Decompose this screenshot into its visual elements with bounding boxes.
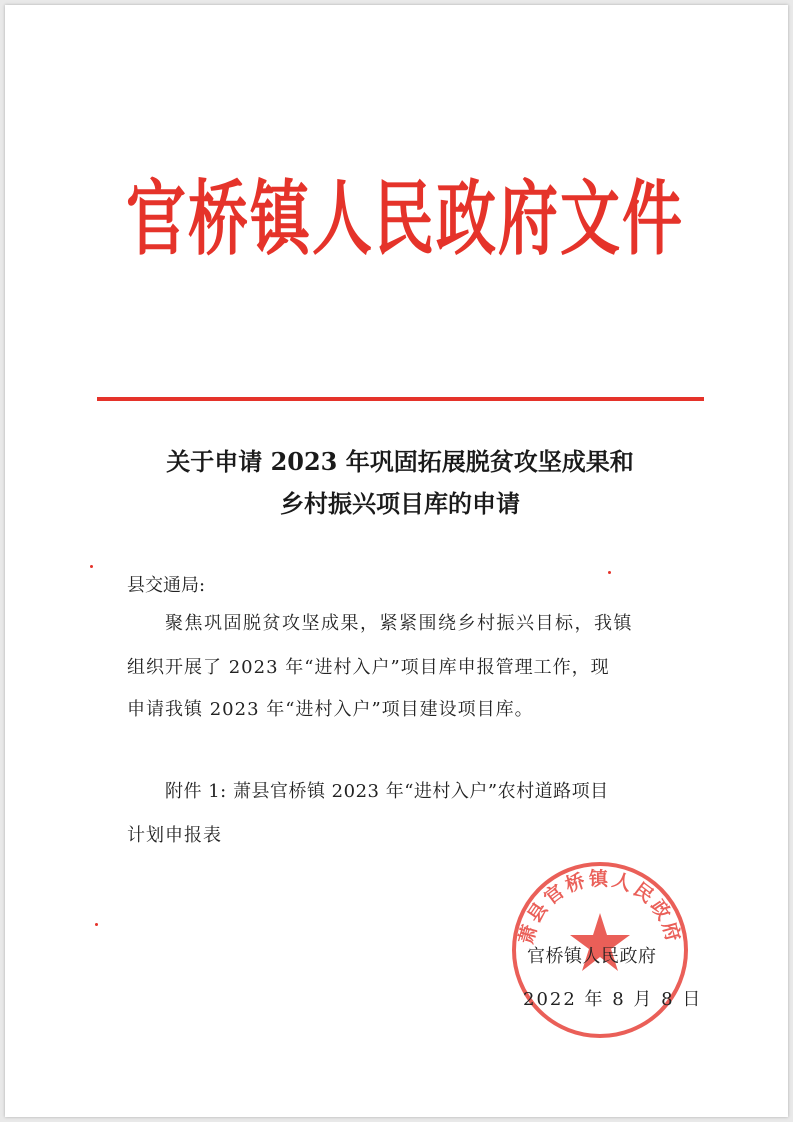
- document-title: [100, 441, 700, 525]
- paragraph-line-3: 申请我镇 2023 年“进村入户”项目建设项目库。: [127, 699, 534, 720]
- seal-text: 萧县官桥镇人民政府: [515, 868, 685, 947]
- document-title-line-2: 乡村振兴项目库的申请: [280, 489, 520, 518]
- document-title-line-1: 关于申请 2023 年巩固拓展脱贫攻坚成果和: [166, 447, 634, 476]
- red-separator-line: [97, 397, 704, 401]
- document-header-title: 官桥镇人民政府文件: [126, 172, 684, 268]
- attachment-line-2: 计划申报表: [127, 825, 222, 846]
- ink-speck: [608, 571, 611, 574]
- paragraph-line-2: 组织开展了 2023 年“进村入户”项目库申报管理工作，现: [127, 657, 610, 678]
- signer-organization: 官桥镇人民政府: [527, 946, 657, 967]
- ink-speck: [90, 565, 93, 568]
- attachment-line-1: 附件 1: 萧县官桥镇 2023 年“进村入户”农村道路项目: [165, 781, 609, 802]
- document-page: [5, 5, 788, 1117]
- signature-date: 2022 年 8 月 8 日: [523, 989, 703, 1010]
- recipient: 县交通局:: [127, 575, 206, 596]
- paragraph-line-1: 聚焦巩固脱贫攻坚成果，紧紧围绕乡村振兴目标，我镇: [165, 613, 633, 634]
- ink-speck: [95, 923, 98, 926]
